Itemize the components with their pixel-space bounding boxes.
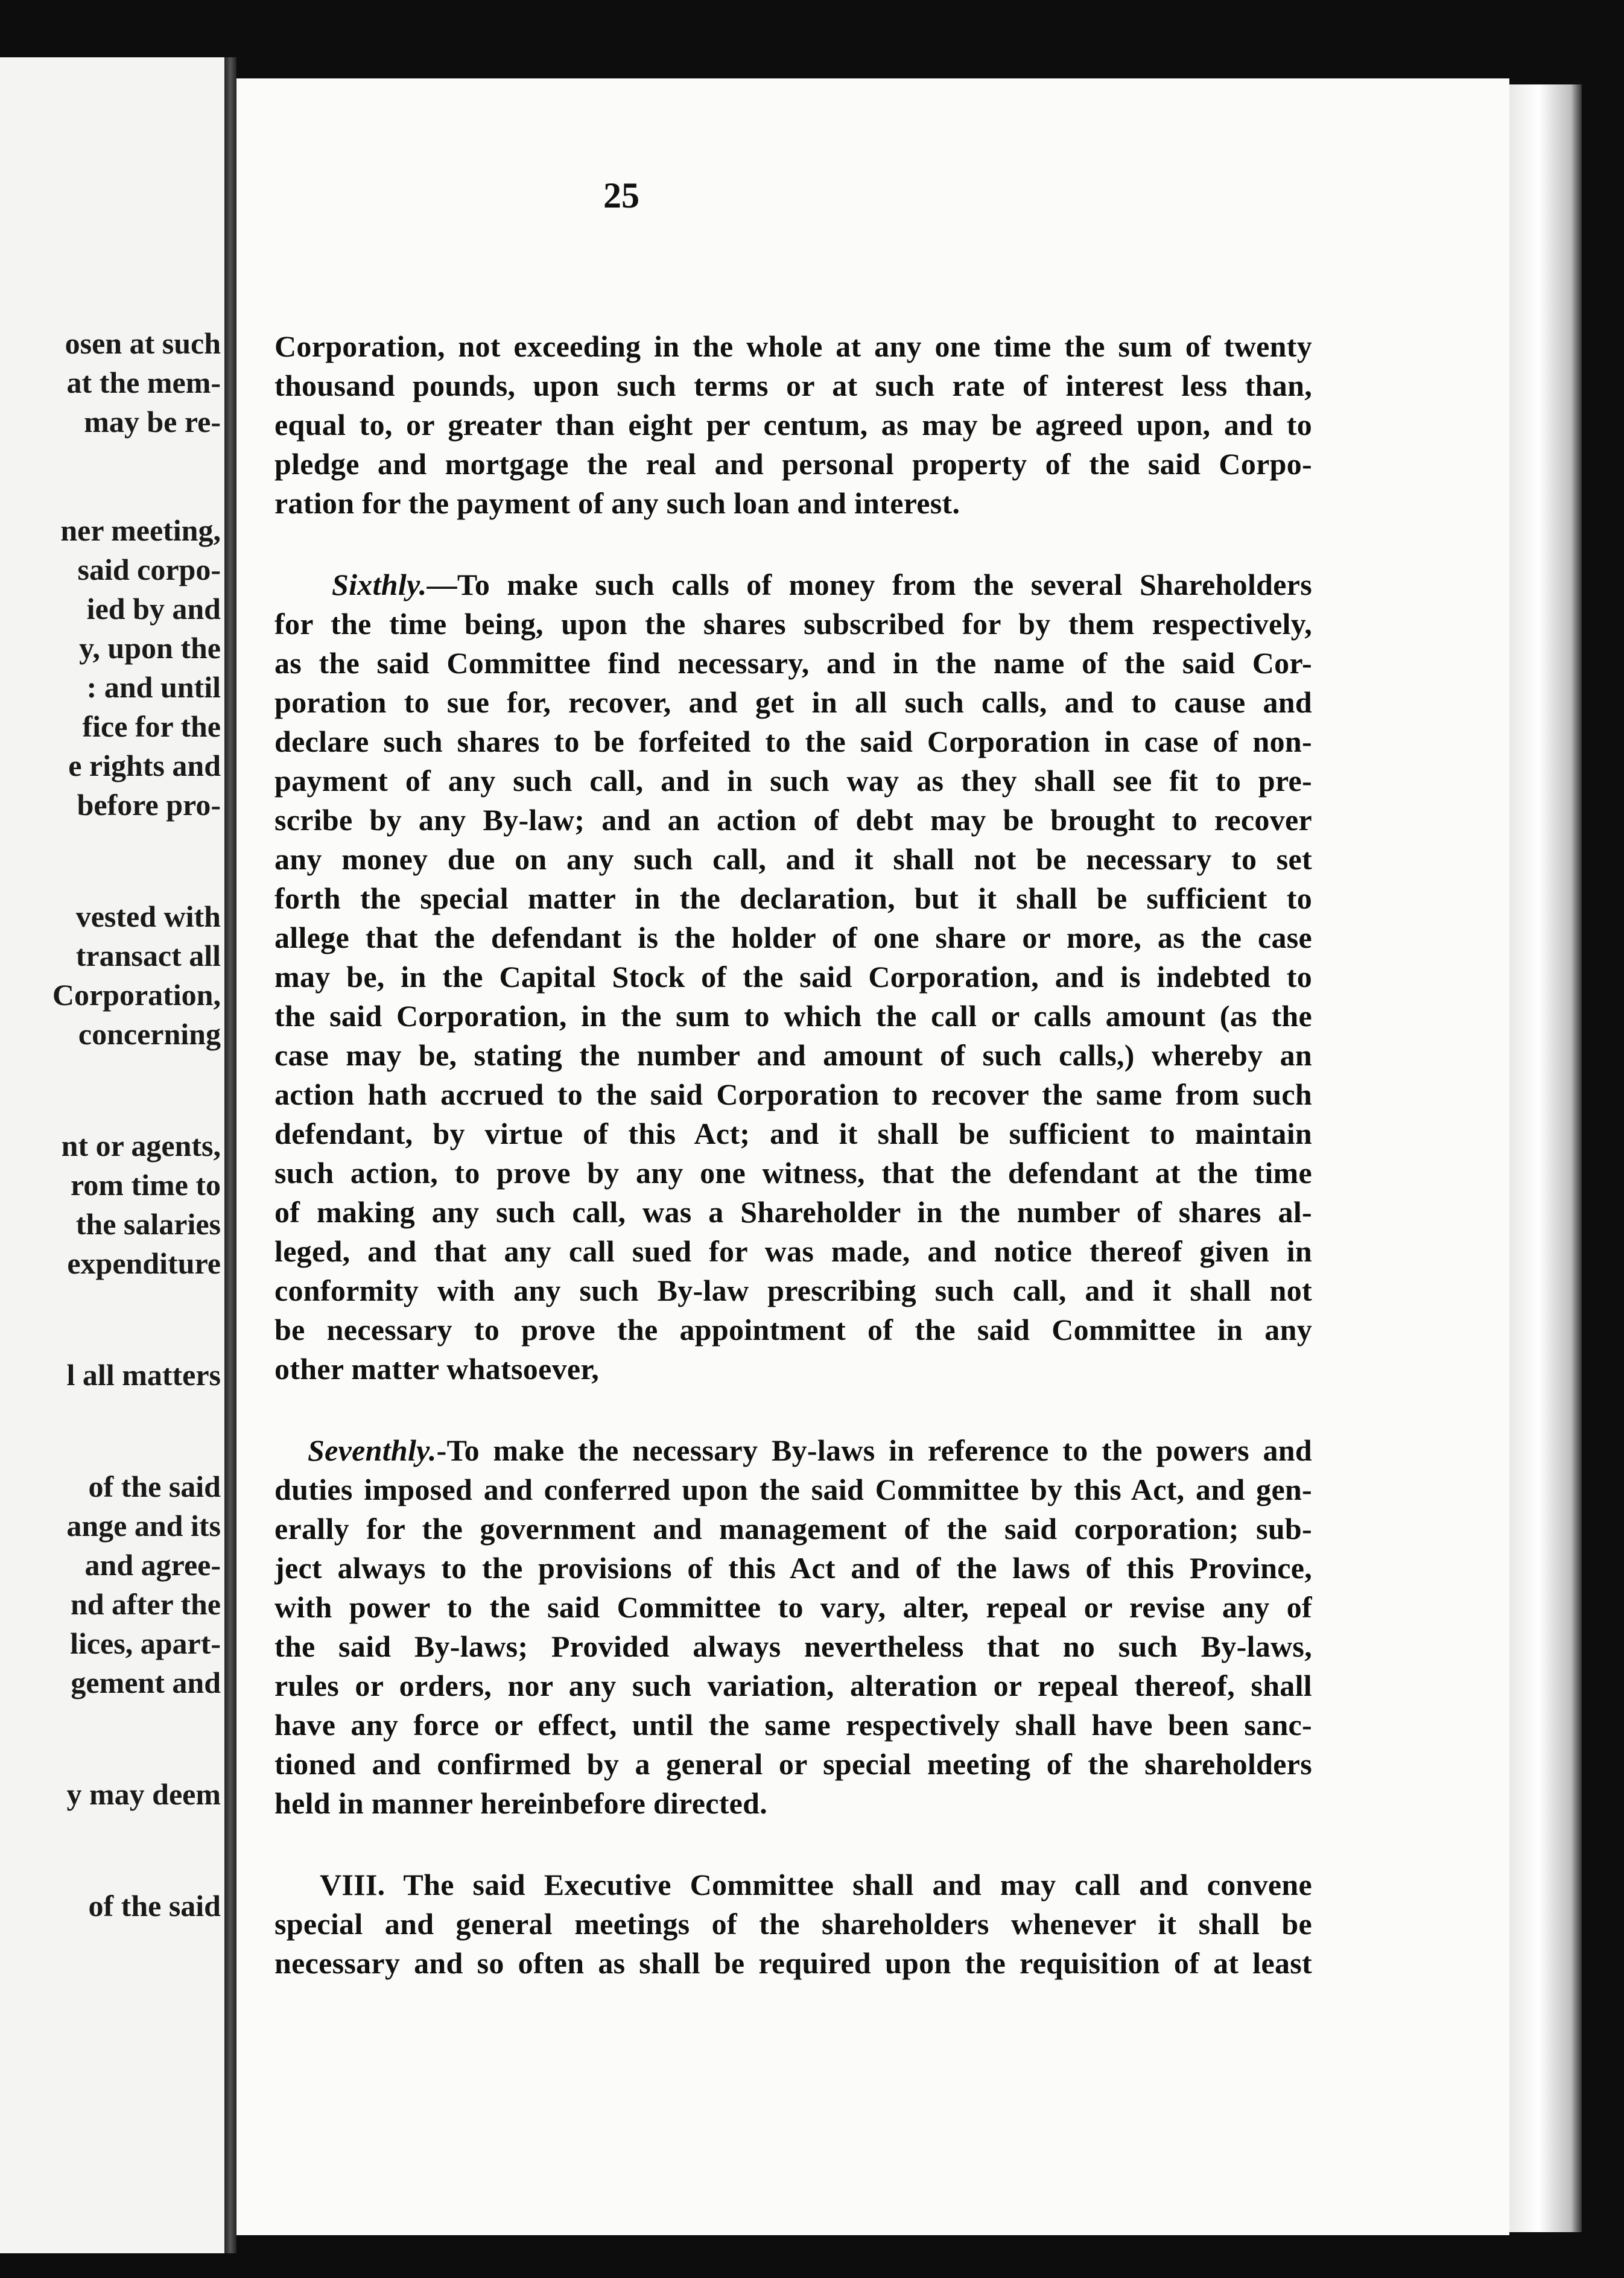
page-number: 25 [603, 176, 639, 215]
left-page-line: at the mem- [66, 366, 221, 399]
left-page-line: rom time to [71, 1168, 221, 1202]
section-viii-line: VIII. The said Executive Committee shall and may call and convene [320, 1868, 1312, 1902]
left-page-line: l all matters [66, 1358, 221, 1392]
body-line: leged, and that any call sued for was made, and notice thereof given in [274, 1234, 1312, 1268]
paragraph1-line: ration for the payment of any such loan and interest. [274, 486, 960, 520]
paragraph1-line: Corporation, not exceeding in the whole at any one time the sum of twenty [274, 329, 1312, 363]
left-page-line: nt or agents, [61, 1129, 221, 1163]
left-page-line: y, upon the [79, 631, 221, 665]
body-line: tioned and confirmed by a general or special meeting of the shareholders [274, 1747, 1312, 1781]
left-page-line: expenditure [67, 1246, 221, 1280]
left-page-line: before pro- [77, 788, 221, 822]
body-line: duties imposed and conferred upon the said Committee by this Act, and gen- [274, 1473, 1312, 1506]
body-line: conformity with any such By-law prescribing such call, and it shall not [274, 1274, 1312, 1307]
body-line: poration to sue for, recover, and get in all such calls, and to cause and [274, 685, 1312, 719]
body-line: such action, to prove by any one witness, that the defendant at the time [274, 1156, 1312, 1190]
left-page-line: and agree- [84, 1548, 221, 1582]
body-line: case may be, stating the number and amount of such calls,) whereby an [274, 1038, 1312, 1072]
left-page-line: of the said [88, 1889, 221, 1923]
paragraph1-line: thousand pounds, upon such terms or at such rate of interest less than, [274, 369, 1312, 402]
body-line: of making any such call, was a Shareholder in the number of shares al- [274, 1195, 1312, 1229]
left-page-line: lices, apart- [70, 1626, 221, 1660]
left-page-line: nd after the [70, 1587, 221, 1621]
section-viii-line: special and general meetings of the shareholders whenever it shall be [274, 1907, 1312, 1941]
body-line: rules or orders, nor any such variation, alteration or repeal thereof, shall [274, 1669, 1312, 1702]
book-gutter [224, 57, 236, 2253]
body-line: have any force or effect, until the same respectively shall have been sanc- [274, 1708, 1312, 1742]
left-page-line: Corporation, [52, 978, 221, 1012]
body-line: with power to the said Committee to vary, alter, repeal or revise any of [274, 1590, 1312, 1624]
left-page-line: : and until [86, 670, 221, 704]
left-page-line: e rights and [68, 749, 221, 782]
body-line: ject always to the provisions of this Act and of the laws of this Province, [274, 1551, 1312, 1585]
left-page-line: ange and its [66, 1509, 221, 1543]
body-line: as the said Committee find necessary, and in the name of the said Cor- [274, 646, 1312, 680]
body-line: action hath accrued to the said Corporation to recover the same from such [274, 1077, 1312, 1111]
body-line: may be, in the Capital Stock of the said Corporation, and is indebted to [274, 960, 1312, 994]
body-line: payment of any such call, and in such way as they shall see fit to pre- [274, 764, 1312, 798]
left-page-line: transact all [75, 939, 221, 972]
body-line: be necessary to prove the appointment of the said Committee in any [274, 1313, 1312, 1347]
body-line: defendant, by virtue of this Act; and it shall be sufficient to maintain [274, 1117, 1312, 1150]
left-page-line: ner meeting, [60, 513, 221, 547]
body-line: for the time being, upon the shares subscribed for by them respectively, [274, 607, 1312, 641]
left-page-line: said corpo- [77, 553, 221, 586]
body-line: scribe by any By-law; and an action of debt may be brought to recover [274, 803, 1312, 837]
seventhly-first-line [308, 1433, 1312, 1468]
left-page-line: fice for the [82, 709, 221, 743]
body-line: any money due on any such call, and it shall not be necessary to set [274, 842, 1312, 876]
body-line: allege that the defendant is the holder of one share or more, as the case [274, 921, 1312, 954]
left-page-line: vested with [75, 899, 221, 933]
left-page-line: the salaries [75, 1207, 221, 1241]
body-line: forth the special matter in the declaration, but it shall be sufficient to [274, 881, 1312, 915]
left-page-line: gement and [71, 1666, 221, 1699]
page-edge [1509, 84, 1582, 2232]
left-page-line: y may deem [66, 1777, 221, 1811]
section-viii-line: necessary and so often as shall be required upon the requisition of at least [274, 1946, 1312, 1980]
seventhly-label: Seventhly. [308, 1433, 437, 1467]
paragraph1-line: pledge and mortgage the real and personal property of the said Corpo- [274, 447, 1312, 481]
sixthly-label: Sixthly. [332, 568, 427, 601]
body-line: the said By-laws; Provided always nevertheless that no such By-laws, [274, 1629, 1312, 1663]
body-line: erally for the government and management of the said corporation; sub- [274, 1512, 1312, 1546]
left-page-line: concerning [78, 1017, 221, 1051]
body-line: declare such shares to be forfeited to the said Corporation in case of non- [274, 725, 1312, 758]
sixthly-first-text: —To make such calls of money from the several Shareholders [427, 568, 1312, 601]
left-page [0, 57, 226, 2253]
sixthly-first-line [332, 567, 1312, 602]
left-page-line: ied by and [86, 592, 221, 626]
seventhly-last-line: held in manner hereinbefore directed. [274, 1786, 768, 1820]
sixthly-last-line: other matter whatsoever, [274, 1352, 600, 1386]
paragraph1-line: equal to, or greater than eight per centum, as may be agreed upon, and to [274, 408, 1312, 442]
left-page-line: osen at such [65, 326, 221, 360]
left-page-line: of the said [88, 1470, 221, 1503]
seventhly-first-text: -To make the necessary By-laws in reference to the powers and [436, 1433, 1312, 1467]
left-page-line: may be re- [84, 405, 221, 439]
body-line: the said Corporation, in the sum to which the call or calls amount (as the [274, 999, 1312, 1033]
